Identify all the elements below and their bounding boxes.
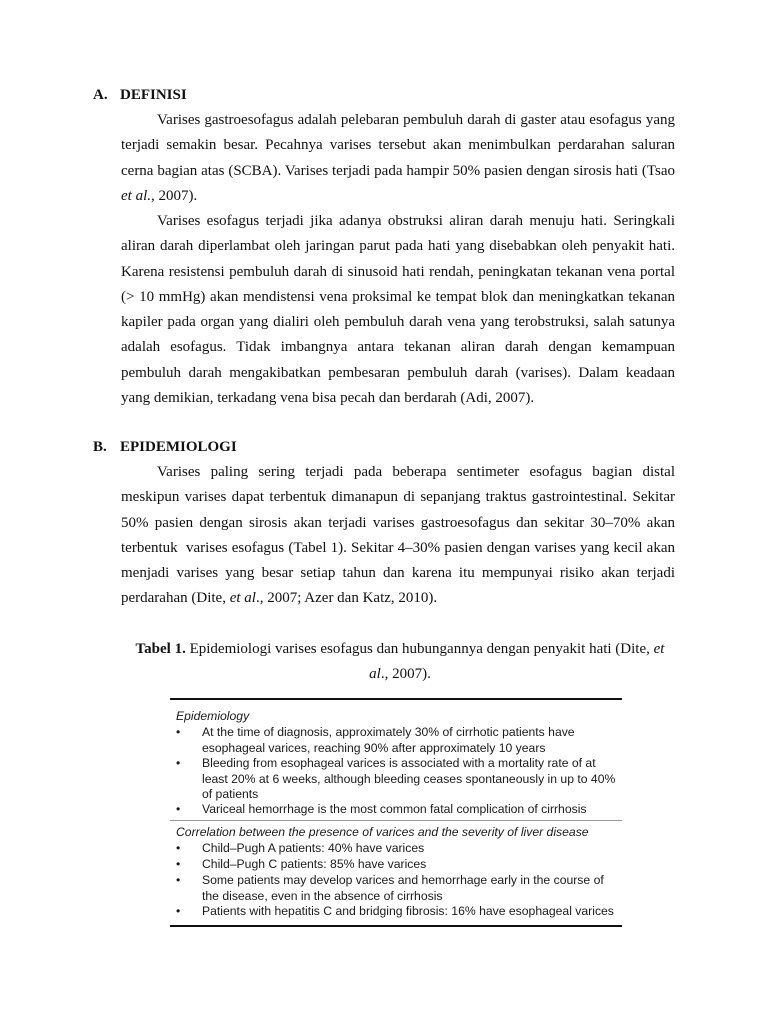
table-group-title-epidemiology: Epidemiology: [176, 709, 250, 723]
table-caption-end: ., 2007).: [380, 666, 431, 682]
table-bullet-text: Variceal hemorrhage is the most common fatal complication of cirrhosis: [202, 802, 587, 816]
table-caption: [118, 637, 682, 687]
table-bullet-item: [176, 857, 616, 873]
section-b-p1-text-end: ., 2007; Azer dan Katz, 2010).: [255, 590, 438, 607]
table-bullet-text: Bleeding from esophageal varices is associated with a mortality rate of at least 20% at 6 weeks, although bleeding ceases spontaneously in up to 40% of patients: [202, 756, 616, 801]
section-b-heading: [93, 439, 237, 456]
section-a-heading: [93, 87, 187, 104]
epidemiology-table: [170, 698, 622, 927]
table-bullet-item: [176, 756, 616, 803]
bullet-icon: •: [176, 725, 181, 739]
table-bullet-item: [176, 873, 616, 904]
bullet-icon: •: [176, 802, 181, 816]
section-a-paragraph-2: Varises esofagus terjadi jika adanya obstruksi aliran darah menuju hati. Seringkali aliran darah diperlambat oleh jaringan parut pada hati yang disebabkan oleh penyakit hati. Karena resistensi pembuluh darah di sinusoid hati rendah, peningkatan tekanan vena portal (> 10 mmHg) akan mendistensi vena proksimal ke tempat blok dan meningkatkan tekanan kapiler pada organ yang dialiri oleh pembuluh darah vena yang terobstruksi, salah satunya adalah esofagus. Tidak imbangnya antara tekanan aliran darah dengan kemampuan pembuluh darah mengakibatkan pembesaran pembuluh darah (varises). Dalam keadaan yang demikian, terkadang vena bisa pecah dan berdarah (Adi, 2007).: [121, 213, 679, 407]
section-a-title: DEFINISI: [120, 87, 187, 103]
table-caption-et: et: [653, 641, 665, 657]
table-bullet-item: [176, 725, 616, 756]
bullet-icon: •: [176, 756, 181, 770]
table-bullet-item: [176, 802, 616, 818]
section-a-p1-text-end: , 2007).: [151, 187, 198, 204]
section-a-p1-text: Varises gastroesofagus adalah pelebaran pembuluh darah di gaster atau esofagus yang terjadi semakin besar. Pecahnya varises tersebut akan menimbulkan perdarahan saluran cerna bagian atas (SCBA). Varises terjadi pada hampir 50% pasien dengan sirosis hati (Tsao: [121, 112, 679, 179]
bullet-icon: •: [176, 857, 181, 871]
bullet-icon: •: [176, 841, 181, 855]
section-a-p1-citation-etal: et al.: [121, 187, 151, 204]
table-caption-text: Epidemiologi varises esofagus dan hubungannya dengan penyakit hati (Dite,: [185, 641, 654, 657]
section-a-paragraph-1: [121, 108, 679, 209]
table-caption-al: al: [369, 666, 381, 682]
bullet-icon: •: [176, 904, 181, 918]
section-b-letter: B.: [93, 439, 107, 455]
section-b-p1-citation-etal: et al: [229, 590, 256, 607]
table-bullet-text: Child–Pugh A patients: 40% have varices: [202, 841, 425, 855]
table-bullet-text: At the time of diagnosis, approximately 30% of cirrhotic patients have esophageal varices, reaching 90% after approximately 10 years: [202, 725, 575, 755]
bullet-icon: •: [176, 873, 181, 887]
table-bullet-item: [176, 841, 616, 857]
table-bullet-item: [176, 904, 616, 920]
table-group-title-correlation: Correlation between the presence of varices and the severity of liver disease: [176, 825, 589, 839]
section-b-paragraph-1: [121, 460, 679, 612]
section-b-title: EPIDEMIOLOGI: [120, 439, 237, 455]
section-b-p1-text: Varises paling sering terjadi pada beberapa sentimeter esofagus bagian distal meskipun varises dapat terbentuk dimanapun di sepanjang traktus gastrointestinal. Sekitar 50% pasien dengan sirosis akan terjadi varises gastroesofagus dan sekitar 30–70% akan terbentuk varises esofagus (Tabel 1). Sekitar 4–30% pasien dengan varises yang kecil akan menjadi varises yang besar setiap tahun dan karena itu mempunyai risiko akan terjadi perdarahan (Dite,: [121, 464, 679, 607]
section-a-letter: A.: [93, 87, 108, 103]
table-bullet-text: Some patients may develop varices and hemorrhage early in the course of the disease, even in the absence of cirrhosis: [202, 873, 604, 903]
table-group-divider: [170, 820, 622, 821]
table-caption-label: Tabel 1.: [135, 641, 186, 657]
table-bullet-text: Child–Pugh C patients: 85% have varices: [202, 857, 427, 871]
table-bullet-text: Patients with hepatitis C and bridging fibrosis: 16% have esophageal varices: [202, 904, 614, 918]
